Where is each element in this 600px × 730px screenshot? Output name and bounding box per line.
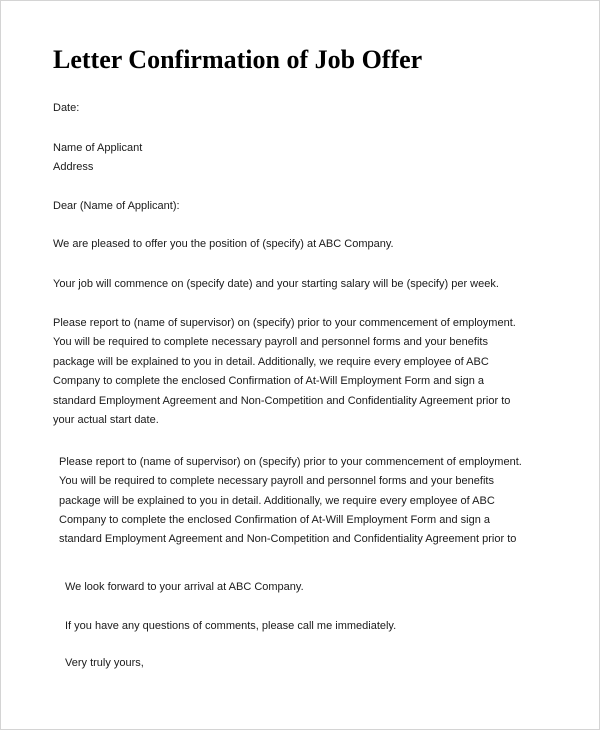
offer-paragraph: We are pleased to offer you the position of (specify) at ABC Company. <box>53 238 394 250</box>
para1-line: Company to complete the enclosed Confirmation of At-Will Employment Form and sign a <box>53 375 485 387</box>
para2-line: package will be explained to you in detail. Additionally, we require every employee of ABC <box>59 495 495 507</box>
para2-line: standard Employment Agreement and Non-Competition and Confidentiality Agreement prior to <box>59 533 517 545</box>
date-label: Date: <box>53 102 80 114</box>
questions-paragraph: If you have any questions of comments, please call me immediately. <box>65 620 397 632</box>
para1-line: standard Employment Agreement and Non-Competition and Confidentiality Agreement prior to <box>53 395 511 407</box>
para2-line: Company to complete the enclosed Confirmation of At-Will Employment Form and sign a <box>59 514 491 526</box>
document-title: Letter Confirmation of Job Offer <box>53 45 423 74</box>
recipient-address: Address <box>53 161 94 173</box>
para1-line: You will be required to complete necessary payroll and personnel forms and your benefits <box>53 336 488 348</box>
recipient-name: Name of Applicant <box>53 142 143 154</box>
para2-line: Please report to (name of supervisor) on (specify) prior to your commencement of employment. <box>59 456 522 468</box>
closing: Very truly yours, <box>65 657 144 669</box>
commence-paragraph: Your job will commence on (specify date) and your starting salary will be (specify) per week. <box>53 278 499 290</box>
para1-line: your actual start date. <box>53 414 159 426</box>
forward-paragraph: We look forward to your arrival at ABC Company. <box>65 581 304 593</box>
para2-line: You will be required to complete necessary payroll and personnel forms and your benefits <box>59 475 494 487</box>
para1-line: Please report to (name of supervisor) on (specify) prior to your commencement of employment. <box>53 317 516 329</box>
para1-line: package will be explained to you in detail. Additionally, we require every employee of ABC <box>53 356 489 368</box>
salutation: Dear (Name of Applicant): <box>53 200 180 212</box>
